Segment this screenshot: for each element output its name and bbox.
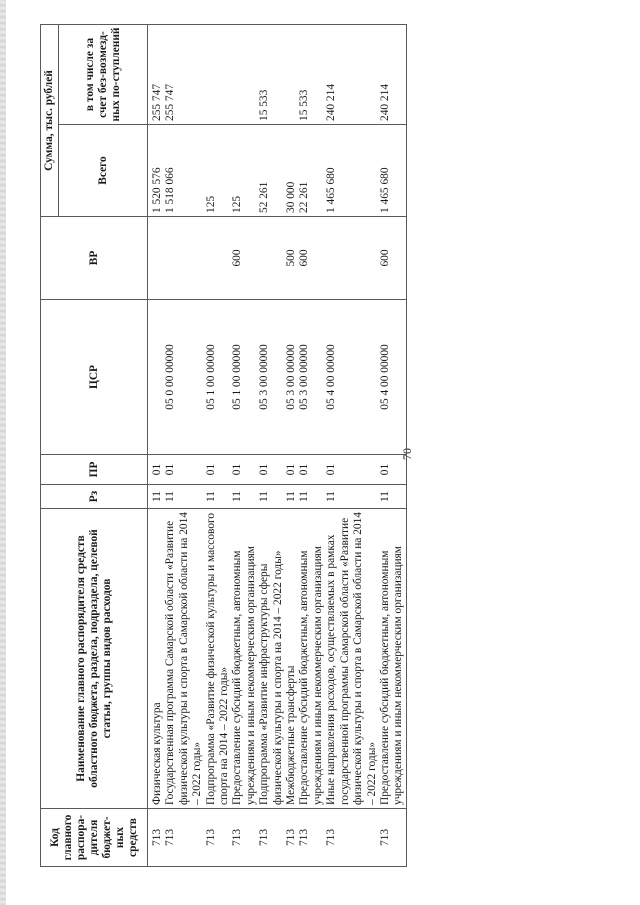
header-total: Всего [59, 125, 148, 217]
cell-total: 1 465 680 [325, 125, 379, 217]
cell-name: Подпрограмма «Развитие физической культуры и массового спорта на 2014 – 2022 годы» [205, 509, 232, 809]
table-body [148, 25, 407, 867]
cell-csr [148, 300, 165, 455]
cell-vr: 600 [298, 217, 325, 300]
table-row [298, 25, 325, 867]
cell-rz: 11 [231, 485, 258, 509]
cell-csr: 05 3 00 00000 [285, 300, 298, 455]
cell-total: 22 261 [298, 125, 325, 217]
cell-code: 713 [285, 809, 298, 867]
cell-free: 15 533 [298, 25, 325, 125]
cell-total: 30 000 [285, 125, 298, 217]
table-row [164, 25, 204, 867]
header-rz: Рз [41, 485, 148, 509]
cell-free [205, 25, 232, 125]
table-row [325, 25, 379, 867]
cell-free: 240 214 [325, 25, 379, 125]
cell-code: 713 [258, 809, 285, 867]
budget-table [40, 24, 407, 867]
cell-rz: 11 [164, 485, 204, 509]
table-row [285, 25, 298, 867]
cell-pr: 01 [298, 455, 325, 485]
cell-csr: 05 1 00 00000 [231, 300, 258, 455]
cell-vr: 600 [379, 217, 406, 300]
header-code: Код главного распора-дителя бюджет-ных средств [41, 809, 148, 867]
cell-free: 15 533 [258, 25, 285, 125]
table-row [205, 25, 232, 867]
cell-code: 713 [379, 809, 406, 867]
cell-free: 240 214 [379, 25, 406, 125]
cell-vr [258, 217, 285, 300]
page-number: 70 [400, 448, 414, 460]
cell-code: 713 [325, 809, 379, 867]
cell-vr: 500 [285, 217, 298, 300]
cell-rz: 11 [325, 485, 379, 509]
cell-total: 1 518 066 [164, 125, 204, 217]
cell-rz: 11 [285, 485, 298, 509]
cell-total: 125 [205, 125, 232, 217]
cell-total: 1 465 680 [379, 125, 406, 217]
cell-code: 713 [298, 809, 325, 867]
table-row [379, 25, 406, 867]
cell-vr [325, 217, 379, 300]
header-sum: Сумма, тыс. рублей [41, 25, 59, 217]
cell-free [231, 25, 258, 125]
cell-csr: 05 3 00 00000 [298, 300, 325, 455]
cell-vr [148, 217, 165, 300]
cell-csr: 05 4 00 00000 [325, 300, 379, 455]
cell-name: Физическая культура [148, 509, 165, 809]
cell-pr: 01 [325, 455, 379, 485]
table-row [258, 25, 285, 867]
table-row [148, 25, 165, 867]
cell-free: 255 747 [148, 25, 165, 125]
cell-code: 713 [164, 809, 204, 867]
header-csr: ЦСР [41, 300, 148, 455]
cell-rz: 11 [258, 485, 285, 509]
cell-rz: 11 [379, 485, 406, 509]
cell-rz: 11 [205, 485, 232, 509]
cell-name: Предоставление субсидий бюджетным, автономным учреждениям и иным некоммерческим организациям [298, 509, 325, 809]
cell-csr: 05 3 00 00000 [258, 300, 285, 455]
cell-free [285, 25, 298, 125]
cell-total: 125 [231, 125, 258, 217]
cell-name: Государственная программа Самарской области «Развитие физической культуры и спорта в Самарской области на 2014 – 2022 годы» [164, 509, 204, 809]
cell-pr: 01 [379, 455, 406, 485]
cell-pr: 01 [148, 455, 165, 485]
header-vr: ВР [41, 217, 148, 300]
cell-total: 52 261 [258, 125, 285, 217]
cell-name: Предоставление субсидий бюджетным, автономным учреждениям и иным некоммерческим организациям [231, 509, 258, 809]
cell-name: Предоставление субсидий бюджетным, автономным учреждениям и иным некоммерческим организациям [379, 509, 406, 809]
cell-pr: 01 [231, 455, 258, 485]
cell-vr [205, 217, 232, 300]
header-name: Наименование главного распорядителя средств областного бюджета, раздела, подраздела, целевой статьи, группы видов расходов [41, 509, 148, 809]
cell-pr: 01 [164, 455, 204, 485]
table-row [231, 25, 258, 867]
cell-pr: 01 [205, 455, 232, 485]
cell-name: Подпрограмма «Развитие инфраструктуры сферы физической культуры и спорта на 2014 – 2022 годы» [258, 509, 285, 809]
cell-vr [164, 217, 204, 300]
cell-name: Иные направления расходов, осуществляемых в рамках государственной программы Самарской области «Развитие физической культуры и спорта в Самарской области на 2014 – 2022 годы» [325, 509, 379, 809]
cell-pr: 01 [258, 455, 285, 485]
cell-csr: 05 0 00 00000 [164, 300, 204, 455]
cell-total: 1 520 576 [148, 125, 165, 217]
cell-pr: 01 [285, 455, 298, 485]
header-free: в том числе за счет без-возмезд-ных по-ступлений [59, 25, 148, 125]
header-row [41, 25, 59, 867]
cell-code: 713 [148, 809, 165, 867]
header-pr: ПР [41, 455, 148, 485]
cell-csr: 05 4 00 00000 [379, 300, 406, 455]
cell-code: 713 [205, 809, 232, 867]
cell-free: 255 747 [164, 25, 204, 125]
cell-csr: 05 1 00 00000 [205, 300, 232, 455]
cell-vr: 600 [231, 217, 258, 300]
cell-rz: 11 [298, 485, 325, 509]
cell-rz: 11 [148, 485, 165, 509]
cell-code: 713 [231, 809, 258, 867]
cell-name: Межбюджетные трансферты [285, 509, 298, 809]
